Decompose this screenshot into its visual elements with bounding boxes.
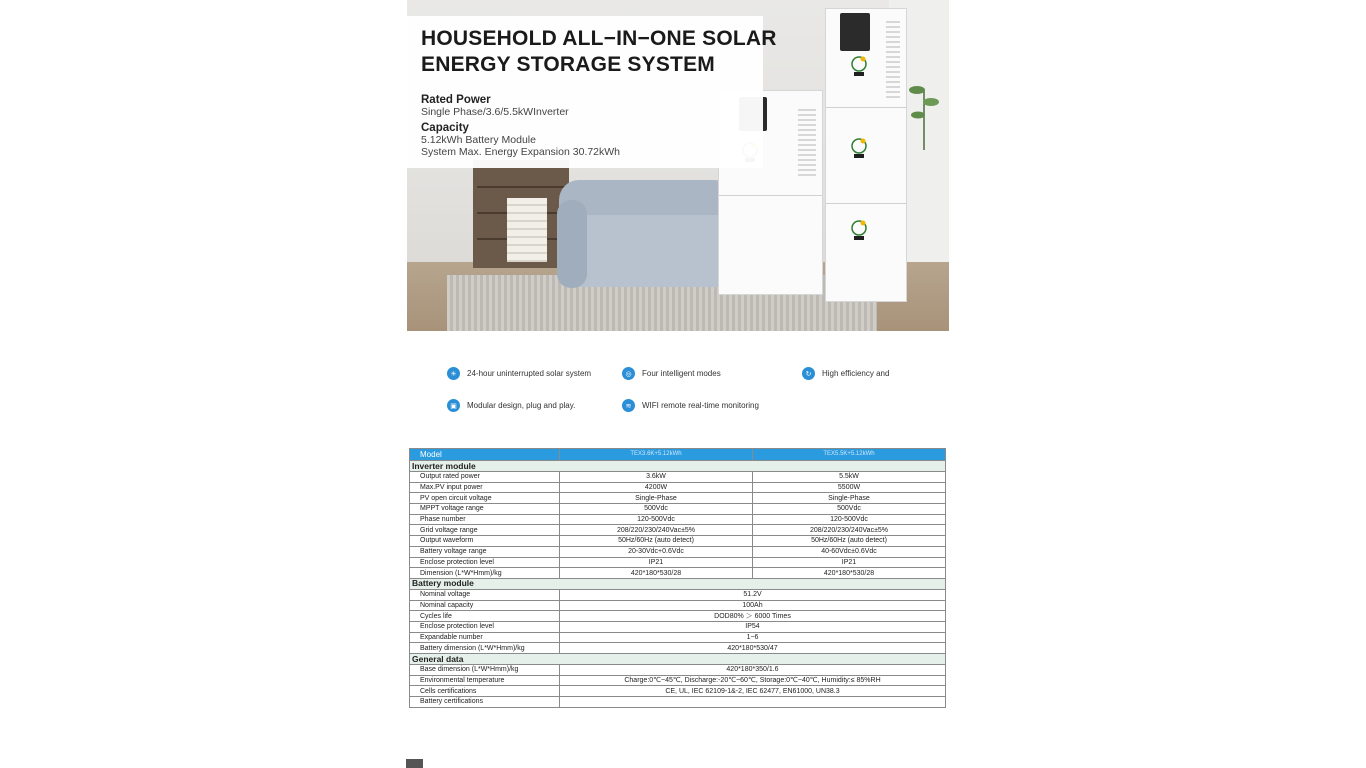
feature-item [622, 399, 759, 412]
vent-grille [798, 109, 816, 179]
row-label: Output waveform [410, 536, 560, 547]
rated-power-text: Single Phase/3.6/5.5kWInverter [421, 106, 569, 118]
row-value: 5500W [753, 482, 946, 493]
table-row [410, 600, 946, 611]
row-label: Output rated power [410, 472, 560, 483]
table-row [410, 675, 946, 686]
table-header-row [410, 449, 946, 461]
table-row [410, 621, 946, 632]
table-row [410, 536, 946, 547]
row-label: PV open circuit voltage [410, 493, 560, 504]
row-value: 120-500Vdc [560, 514, 753, 525]
row-label: MPPT voltage range [410, 504, 560, 515]
row-value: 500Vdc [753, 504, 946, 515]
section-row [410, 461, 946, 472]
row-label: Nominal capacity [410, 600, 560, 611]
table-row [410, 686, 946, 697]
row-value: DOD80% ＞ 6000 Times [560, 611, 946, 622]
table-row [410, 482, 946, 493]
modes-icon: ◎ [622, 367, 635, 380]
row-value: CE, UL, IEC 62109-1&-2, IEC 62477, EN61000, UN38.3 [560, 686, 946, 697]
row-value: 5.5kW [753, 472, 946, 483]
row-label: Cells certifications [410, 686, 560, 697]
title-line-1: HOUSEHOLD ALL−IN−ONE SOLAR [421, 27, 777, 50]
feature-label: 24-hour uninterrupted solar system [467, 369, 592, 378]
row-value [560, 697, 946, 708]
row-value: IP54 [560, 621, 946, 632]
row-label: Base dimension (L*W*Hmm)/kg [410, 665, 560, 676]
header-cell: TEX3.6K+5.12kWh [560, 449, 753, 461]
capacity-line-1: 5.12kWh Battery Module [421, 134, 536, 146]
table-row [410, 557, 946, 568]
table-row [410, 568, 946, 579]
row-label: Enclose protection level [410, 557, 560, 568]
book-stack [507, 198, 547, 262]
header-cell: Model [410, 449, 560, 461]
syc-logo-icon [848, 55, 870, 77]
row-label: Battery voltage range [410, 546, 560, 557]
row-label: Nominal voltage [410, 589, 560, 600]
row-value: 420*180*530/28 [560, 568, 753, 579]
section-row [410, 578, 946, 589]
row-value: 20-30Vdc+0.6Vdc [560, 546, 753, 557]
section-title: Battery module [410, 578, 946, 589]
table-row [410, 525, 946, 536]
inverter-display [840, 13, 870, 51]
row-label: Battery certifications [410, 697, 560, 708]
table-row [410, 472, 946, 483]
feature-list [447, 365, 947, 417]
module-seam [826, 203, 906, 204]
row-value: IP21 [753, 557, 946, 568]
row-label: Expandable number [410, 632, 560, 643]
syc-logo-icon [848, 137, 870, 159]
table-row [410, 665, 946, 676]
table-row [410, 514, 946, 525]
solar-icon: ☀ [447, 367, 460, 380]
row-value: 500Vdc [560, 504, 753, 515]
module-seam [719, 195, 822, 196]
row-value: IP21 [560, 557, 753, 568]
row-label: Enclose protection level [410, 621, 560, 632]
section-row [410, 654, 946, 665]
table-row [410, 493, 946, 504]
row-label: Cycles life [410, 611, 560, 622]
title-line-2: ENERGY STORAGE SYSTEM [421, 53, 715, 76]
section-title: Inverter module [410, 461, 946, 472]
row-value: Single-Phase [560, 493, 753, 504]
table-row [410, 632, 946, 643]
feature-label: Modular design, plug and play. [467, 401, 576, 410]
row-label: Max.PV input power [410, 482, 560, 493]
feature-item [622, 367, 721, 380]
plant [909, 60, 939, 150]
header-cell: TEX5.5K+5.12kWh [753, 449, 946, 461]
sofa-arm [557, 200, 587, 288]
capacity-heading: Capacity [421, 122, 469, 134]
row-value: 3.6kW [560, 472, 753, 483]
row-label: Grid voltage range [410, 525, 560, 536]
row-value: 50Hz/60Hz (auto detect) [753, 536, 946, 547]
row-value: 420*180*350/1.6 [560, 665, 946, 676]
wifi-icon: ≋ [622, 399, 635, 412]
table-row [410, 546, 946, 557]
rated-power-heading: Rated Power [421, 94, 491, 106]
row-value: 50Hz/60Hz (auto detect) [560, 536, 753, 547]
row-value: 420*180*530/47 [560, 643, 946, 654]
page-title [421, 26, 841, 78]
row-label: Environmental temperature [410, 675, 560, 686]
row-value: 51.2V [560, 589, 946, 600]
row-value: 40-60Vdc±0.6Vdc [753, 546, 946, 557]
row-value: 120-500Vdc [753, 514, 946, 525]
row-value: 4200W [560, 482, 753, 493]
feature-item [447, 367, 591, 380]
table-row [410, 697, 946, 708]
modular-icon: ▣ [447, 399, 460, 412]
hero-banner [407, 0, 949, 331]
feature-item [802, 367, 889, 380]
row-value: 1~6 [560, 632, 946, 643]
capacity-line-2: System Max. Energy Expansion 30.72kWh [421, 146, 621, 158]
section-title: General data [410, 654, 946, 665]
vent-grille [886, 21, 900, 101]
feature-label: Four intelligent modes [642, 369, 721, 378]
spec-summary [421, 94, 721, 158]
efficiency-icon: ↻ [802, 367, 815, 380]
feature-item [447, 399, 575, 412]
page-number-mark [406, 759, 423, 768]
row-label: Battery dimension (L*W*Hmm)/kg [410, 643, 560, 654]
row-value: Single-Phase [753, 493, 946, 504]
row-value: 100Ah [560, 600, 946, 611]
module-seam [826, 107, 906, 108]
table-row [410, 589, 946, 600]
row-value: 208/220/230/240Vac±5% [753, 525, 946, 536]
table-row [410, 504, 946, 515]
table-row [410, 611, 946, 622]
table-row [410, 643, 946, 654]
syc-logo-icon [848, 219, 870, 241]
feature-label: WIFI remote real-time monitoring [642, 401, 759, 410]
row-value: 208/220/230/240Vac±5% [560, 525, 753, 536]
row-value: Charge:0℃~45℃, Discharge:-20℃~60℃, Storage:0℃~40℃, Humidity:≤ 85%RH [560, 675, 946, 686]
row-label: Dimension (L*W*Hmm)/kg [410, 568, 560, 579]
row-value: 420*180*530/28 [753, 568, 946, 579]
spec-table [409, 448, 946, 708]
row-label: Phase number [410, 514, 560, 525]
feature-label: High efficiency and [822, 369, 890, 378]
